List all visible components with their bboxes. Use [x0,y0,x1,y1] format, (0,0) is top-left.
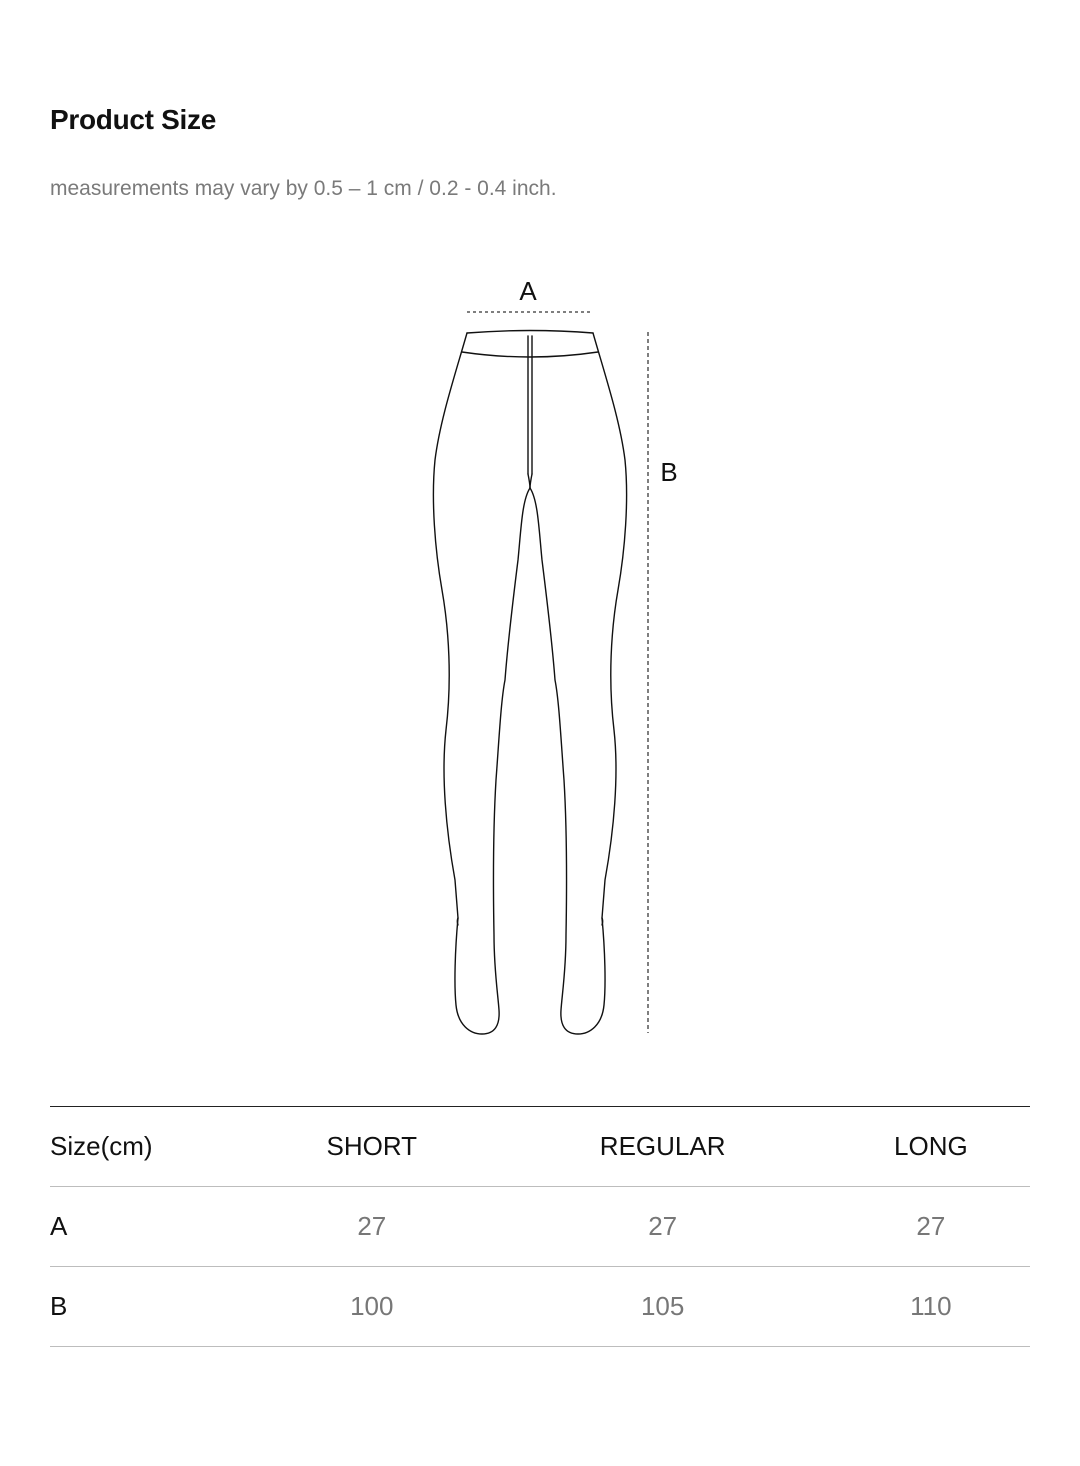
table-row [50,1187,1030,1267]
size-table [50,1106,1030,1347]
column-header-long: LONG [832,1107,1030,1187]
value-a-long: 27 [832,1187,1030,1267]
tights-outline-icon [433,331,626,1035]
dimension-a-label: A [519,276,537,306]
dimension-b-label: B [660,457,678,487]
column-header-regular: REGULAR [494,1107,832,1187]
row-label-b: B [50,1267,250,1347]
value-b-regular: 105 [494,1267,832,1347]
value-b-short: 100 [250,1267,494,1347]
table-row [50,1267,1030,1347]
value-a-short: 27 [250,1187,494,1267]
measurement-note: measurements may vary by 0.5 – 1 cm / 0.2 - 0.4 inch. [50,177,557,200]
column-header-short: SHORT [250,1107,494,1187]
row-label-a: A [50,1187,250,1267]
value-a-regular: 27 [494,1187,832,1267]
size-header-label: Size(cm) [50,1107,250,1187]
page-title: Product Size [50,104,216,135]
value-b-long: 110 [832,1267,1030,1347]
table-header-row [50,1107,1030,1187]
